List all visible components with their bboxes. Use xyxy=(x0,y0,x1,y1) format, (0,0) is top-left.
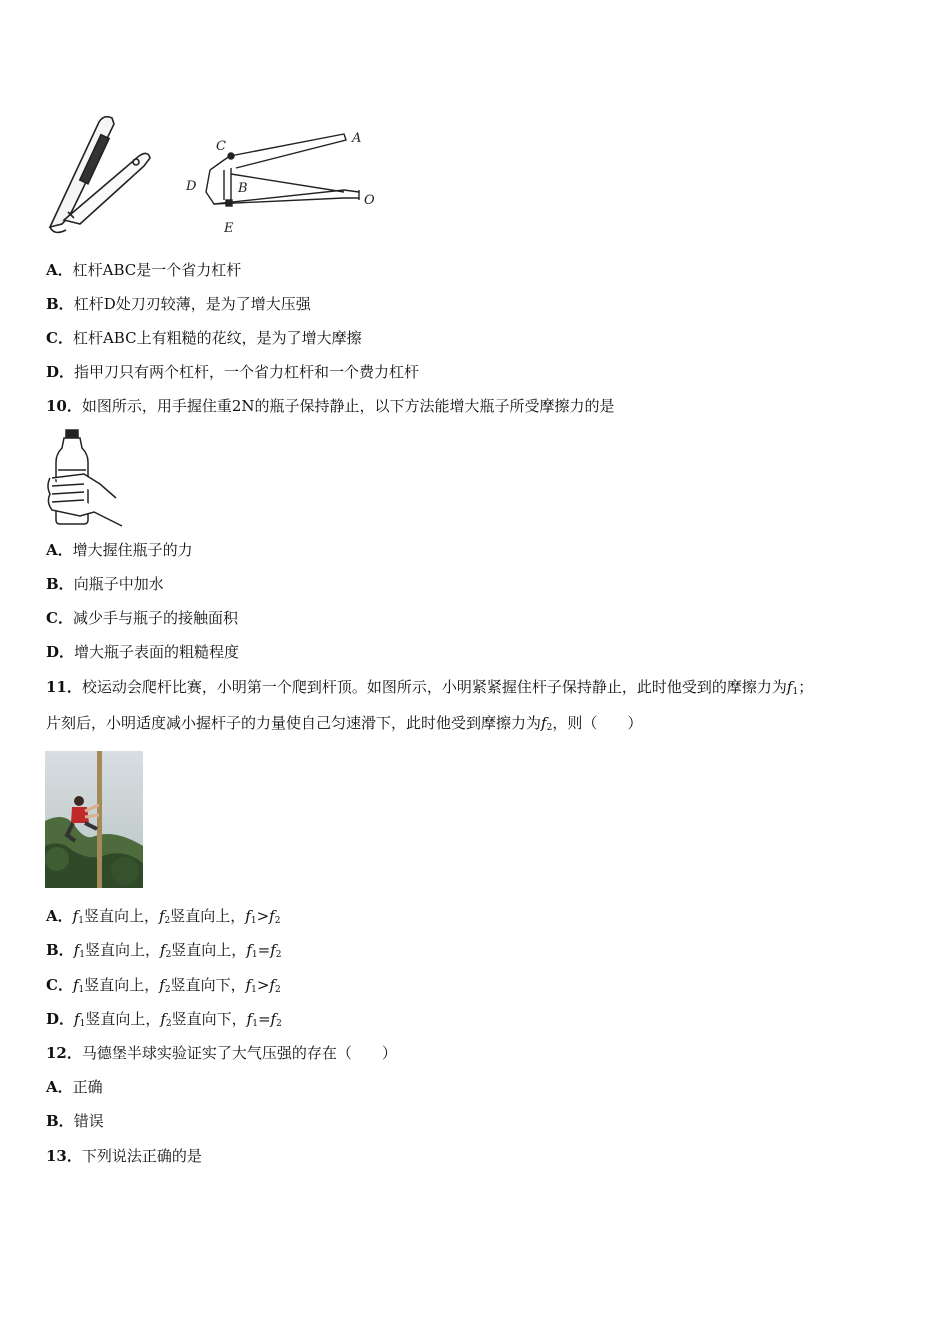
f1-symbol: f xyxy=(246,1010,253,1028)
option-text: 向瓶子中加水 xyxy=(73,575,164,593)
f1-subscript: 1 xyxy=(250,916,257,926)
option-letter: D． xyxy=(46,643,75,661)
f1-direction: 竖直向上， xyxy=(83,907,159,925)
f1-subscript: 1 xyxy=(251,985,257,995)
f2-subscript: 2 xyxy=(274,916,281,926)
question-text: 马德堡半球实验证实了大气压强的存在（ ） xyxy=(81,1044,397,1062)
option-text: 指甲刀只有两个杠杆，一个省力杠杆和一个费力杠杆 xyxy=(74,363,420,381)
f1-direction: 竖直向上， xyxy=(84,941,160,959)
option-text: 杠杆ABC是一个省力杠杆 xyxy=(72,261,242,279)
option-letter: C． xyxy=(46,609,73,627)
q10-option-b xyxy=(46,574,164,594)
question-number: 13． xyxy=(46,1147,82,1165)
option-letter: C． xyxy=(46,329,73,347)
relation: > xyxy=(256,907,270,925)
option-letter: A． xyxy=(46,907,73,925)
question-number: 10． xyxy=(46,397,82,415)
f1-symbol: f xyxy=(72,907,79,925)
f1-direction: 竖直向上， xyxy=(84,976,160,994)
question-text: 下列说法正确的是 xyxy=(81,1147,202,1165)
option-letter: B． xyxy=(46,295,74,313)
q11-option-d xyxy=(46,1009,282,1034)
nail-clipper-figure xyxy=(44,112,384,237)
q9-option-d xyxy=(46,362,419,382)
q9-option-a xyxy=(46,260,241,280)
f1-subscript: 1 xyxy=(78,916,84,926)
f2-subscript: 2 xyxy=(546,723,553,733)
f2-subscript: 2 xyxy=(164,916,171,926)
f2-direction: 竖直向上， xyxy=(170,907,246,925)
f2-direction: 竖直向下， xyxy=(170,976,246,994)
f2-subscript: 2 xyxy=(275,950,282,960)
fig-label-a: A xyxy=(352,131,362,146)
f1-symbol: f xyxy=(245,976,252,994)
f2-symbol: f xyxy=(270,941,276,959)
question-number: 12． xyxy=(46,1044,82,1062)
relation: = xyxy=(257,941,271,959)
question-text: 校运动会爬杆比赛，小明第一个爬到杆顶。如图所示，小明紧紧握住杆子保持静止，此时他受到的摩擦力为 xyxy=(81,678,787,696)
q11-option-c xyxy=(46,975,281,1000)
f2-symbol: f xyxy=(269,907,275,925)
option-letter: D． xyxy=(46,363,75,381)
f1-symbol: f xyxy=(246,941,252,959)
f1-subscript: 1 xyxy=(79,1019,86,1029)
q9-option-c xyxy=(46,328,362,348)
fig-label-d: D xyxy=(186,179,197,194)
f1-symbol: f xyxy=(72,976,79,994)
option-text: 错误 xyxy=(73,1112,104,1130)
f2-subscript: 2 xyxy=(276,1019,282,1029)
question-text: 片刻后，小明适度减小握杆子的力量使自己匀速滑下，此时他受到摩擦力为 xyxy=(46,714,542,732)
q10-option-a xyxy=(46,540,193,560)
f2-symbol: f xyxy=(160,941,166,959)
option-text: 增大瓶子表面的粗糙程度 xyxy=(74,643,240,661)
f1-direction: 竖直向上， xyxy=(85,1010,161,1028)
relation: = xyxy=(257,1010,271,1028)
f2-subscript: 2 xyxy=(275,985,281,995)
f1-symbol: f xyxy=(786,678,793,696)
f1-subscript: 1 xyxy=(251,950,258,960)
f2-symbol: f xyxy=(270,1010,277,1028)
f2-symbol: f xyxy=(159,976,165,994)
q11-stem-line2 xyxy=(46,713,642,738)
fig-label-o: O xyxy=(364,193,375,208)
q13-stem xyxy=(46,1146,202,1166)
question-text: 如图所示，用手握住重2N的瓶子保持静止，以下方法能增大瓶子所受摩擦力的是 xyxy=(81,397,615,415)
q12-stem xyxy=(46,1043,397,1063)
option-text: 正确 xyxy=(72,1078,103,1096)
option-letter: B． xyxy=(46,941,74,959)
option-letter: A． xyxy=(46,261,73,279)
fig-label-c: C xyxy=(216,139,226,154)
question-number: 11． xyxy=(46,678,82,696)
option-letter: B． xyxy=(46,1112,74,1130)
q10-option-c xyxy=(46,608,238,628)
f2-symbol: f xyxy=(269,976,276,994)
option-letter: C． xyxy=(46,976,73,994)
q9-option-b xyxy=(46,294,311,314)
f2-subscript: 2 xyxy=(164,985,171,995)
q10-option-d xyxy=(46,642,239,662)
pole-climbing-photo xyxy=(45,751,143,888)
q11-option-a xyxy=(46,906,280,931)
fig-label-e: E xyxy=(224,221,234,236)
bottle-hand-figure xyxy=(44,428,130,528)
option-letter: D． xyxy=(46,1010,75,1028)
fig-label-b: B xyxy=(238,181,248,196)
f2-subscript: 2 xyxy=(165,1019,172,1029)
option-letter: A． xyxy=(46,541,73,559)
f2-symbol: f xyxy=(541,714,547,732)
q11-option-b xyxy=(46,940,281,965)
relation: > xyxy=(256,976,270,994)
option-text: 杠杆ABC上有粗糙的花纹，是为了增大摩擦 xyxy=(72,329,362,347)
f1-symbol: f xyxy=(245,907,251,925)
f2-direction: 竖直向下， xyxy=(171,1010,247,1028)
q12-option-b xyxy=(46,1111,104,1131)
q12-option-a xyxy=(46,1077,103,1097)
nail-clipper-sketch xyxy=(50,117,150,233)
option-text: 杠杆D处刀刃较薄，是为了增大压强 xyxy=(73,295,311,313)
q11-stem-line1 xyxy=(46,677,813,702)
f1-subscript: 1 xyxy=(79,950,85,960)
f1-subscript: 1 xyxy=(252,1019,258,1029)
lever-diagram xyxy=(206,134,359,206)
q10-stem xyxy=(46,396,615,416)
f2-symbol: f xyxy=(158,907,165,925)
f2-symbol: f xyxy=(160,1010,166,1028)
option-letter: B． xyxy=(46,575,74,593)
f2-subscript: 2 xyxy=(165,950,172,960)
option-letter: A． xyxy=(46,1078,73,1096)
f2-direction: 竖直向上， xyxy=(171,941,247,959)
option-text: 减少手与瓶子的接触面积 xyxy=(72,609,238,627)
f1-subscript: 1 xyxy=(78,985,85,995)
f1-symbol: f xyxy=(74,1010,80,1028)
stem-end: ； xyxy=(798,678,814,696)
stem-end: ，则（ ） xyxy=(552,714,643,732)
f1-symbol: f xyxy=(73,941,80,959)
f1-subscript: 1 xyxy=(792,687,799,697)
option-text: 增大握住瓶子的力 xyxy=(72,541,193,559)
